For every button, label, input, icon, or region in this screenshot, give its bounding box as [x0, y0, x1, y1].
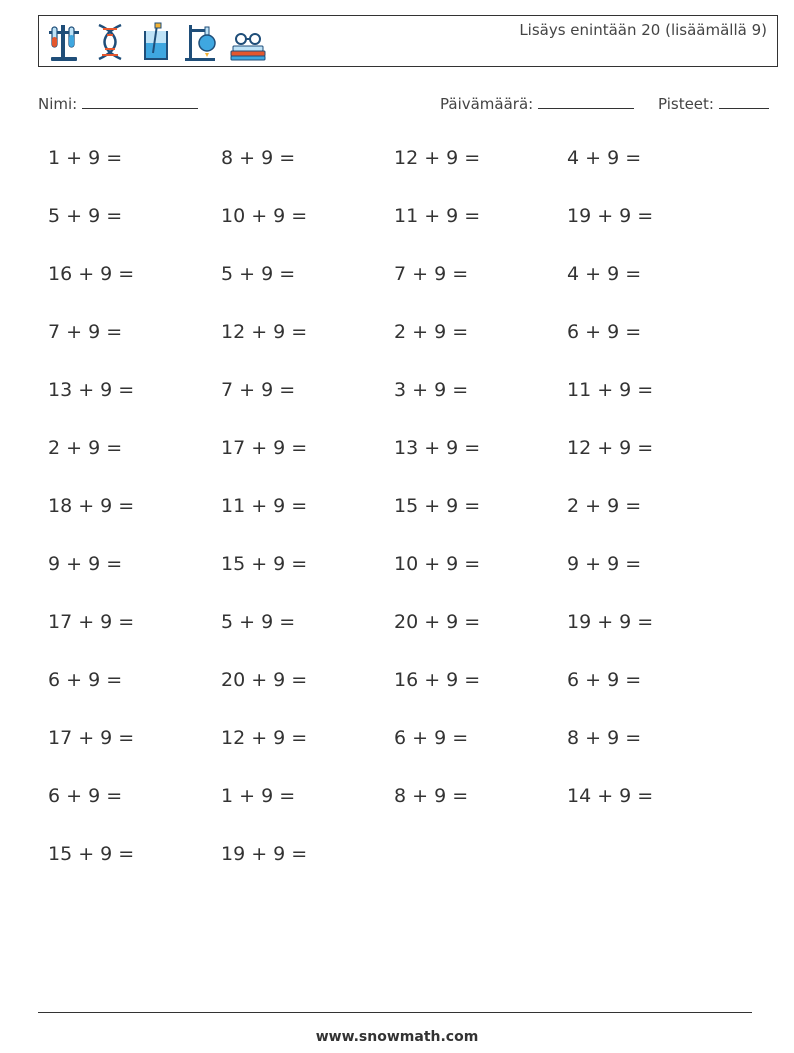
- score-field: [658, 94, 769, 113]
- problem-item: 7 + 9 =: [221, 379, 296, 401]
- problem-row: [48, 553, 748, 611]
- problem-row: [48, 379, 748, 437]
- problem-item: 11 + 9 =: [567, 379, 654, 401]
- problem-item: 15 + 9 =: [394, 495, 481, 517]
- problem-item: 6 + 9 =: [567, 669, 642, 691]
- problem-row: [48, 843, 748, 901]
- problem-row: [48, 727, 748, 785]
- problem-item: 9 + 9 =: [567, 553, 642, 575]
- problem-row: [48, 147, 748, 205]
- problem-item: 5 + 9 =: [221, 611, 296, 633]
- date-line[interactable]: [538, 94, 634, 109]
- problem-row: [48, 263, 748, 321]
- problem-grid: [48, 147, 748, 901]
- problem-item: 15 + 9 =: [48, 843, 135, 865]
- footer-divider: [38, 1012, 752, 1013]
- problem-item: 7 + 9 =: [394, 263, 469, 285]
- problem-item: 17 + 9 =: [48, 611, 135, 633]
- problem-item: 8 + 9 =: [567, 727, 642, 749]
- problem-item: 1 + 9 =: [48, 147, 123, 169]
- problem-item: 10 + 9 =: [221, 205, 308, 227]
- problem-row: [48, 205, 748, 263]
- problem-item: 8 + 9 =: [221, 147, 296, 169]
- problem-row: [48, 437, 748, 495]
- problem-item: 12 + 9 =: [394, 147, 481, 169]
- problem-item: 6 + 9 =: [394, 727, 469, 749]
- problem-item: 11 + 9 =: [221, 495, 308, 517]
- name-field: [38, 94, 198, 113]
- problem-row: [48, 611, 748, 669]
- problem-item: 2 + 9 =: [394, 321, 469, 343]
- problem-item: 18 + 9 =: [48, 495, 135, 517]
- problem-item: 12 + 9 =: [221, 727, 308, 749]
- problem-item: 6 + 9 =: [48, 785, 123, 807]
- problem-item: 16 + 9 =: [48, 263, 135, 285]
- problem-row: [48, 321, 748, 379]
- problem-item: 8 + 9 =: [394, 785, 469, 807]
- problem-item: 6 + 9 =: [48, 669, 123, 691]
- problem-item: 10 + 9 =: [394, 553, 481, 575]
- problem-item: 19 + 9 =: [221, 843, 308, 865]
- problem-item: 19 + 9 =: [567, 205, 654, 227]
- date-field: [440, 94, 634, 113]
- problem-item: 4 + 9 =: [567, 147, 642, 169]
- problem-item: 6 + 9 =: [567, 321, 642, 343]
- problem-item: 2 + 9 =: [567, 495, 642, 517]
- beaker-icon: [137, 21, 175, 63]
- problem-item: 4 + 9 =: [567, 263, 642, 285]
- problem-row: [48, 495, 748, 553]
- problem-row: [48, 785, 748, 843]
- problem-item: 3 + 9 =: [394, 379, 469, 401]
- score-line[interactable]: [719, 94, 769, 109]
- flask-stand-icon: [183, 21, 221, 63]
- problem-item: 20 + 9 =: [221, 669, 308, 691]
- problem-item: 2 + 9 =: [48, 437, 123, 459]
- dna-helix-icon: [91, 21, 129, 63]
- problem-item: 13 + 9 =: [394, 437, 481, 459]
- problem-item: 9 + 9 =: [48, 553, 123, 575]
- score-label: Pisteet:: [658, 95, 714, 113]
- problem-item: 13 + 9 =: [48, 379, 135, 401]
- date-label: Päivämäärä:: [440, 95, 534, 113]
- problem-item: 19 + 9 =: [567, 611, 654, 633]
- problem-item: 20 + 9 =: [394, 611, 481, 633]
- problem-item: 1 + 9 =: [221, 785, 296, 807]
- name-label: Nimi:: [38, 95, 78, 113]
- worksheet-title: Lisäys enintään 20 (lisäämällä 9): [519, 21, 767, 39]
- problem-item: 12 + 9 =: [221, 321, 308, 343]
- problem-item: 16 + 9 =: [394, 669, 481, 691]
- problem-item: 7 + 9 =: [48, 321, 123, 343]
- problem-item: 11 + 9 =: [394, 205, 481, 227]
- problem-item: 17 + 9 =: [221, 437, 308, 459]
- name-line[interactable]: [82, 94, 198, 109]
- worksheet-header: [38, 15, 778, 67]
- problem-item: 14 + 9 =: [567, 785, 654, 807]
- books-glasses-icon: [229, 21, 267, 63]
- test-tubes-rack-icon: [45, 21, 83, 63]
- problem-row: [48, 669, 748, 727]
- problem-item: 12 + 9 =: [567, 437, 654, 459]
- problem-item: 5 + 9 =: [48, 205, 123, 227]
- problem-item: 15 + 9 =: [221, 553, 308, 575]
- problem-item: 5 + 9 =: [221, 263, 296, 285]
- header-icons: [45, 21, 267, 63]
- problem-item: 17 + 9 =: [48, 727, 135, 749]
- footer-site: www.snowmath.com: [315, 1029, 479, 1045]
